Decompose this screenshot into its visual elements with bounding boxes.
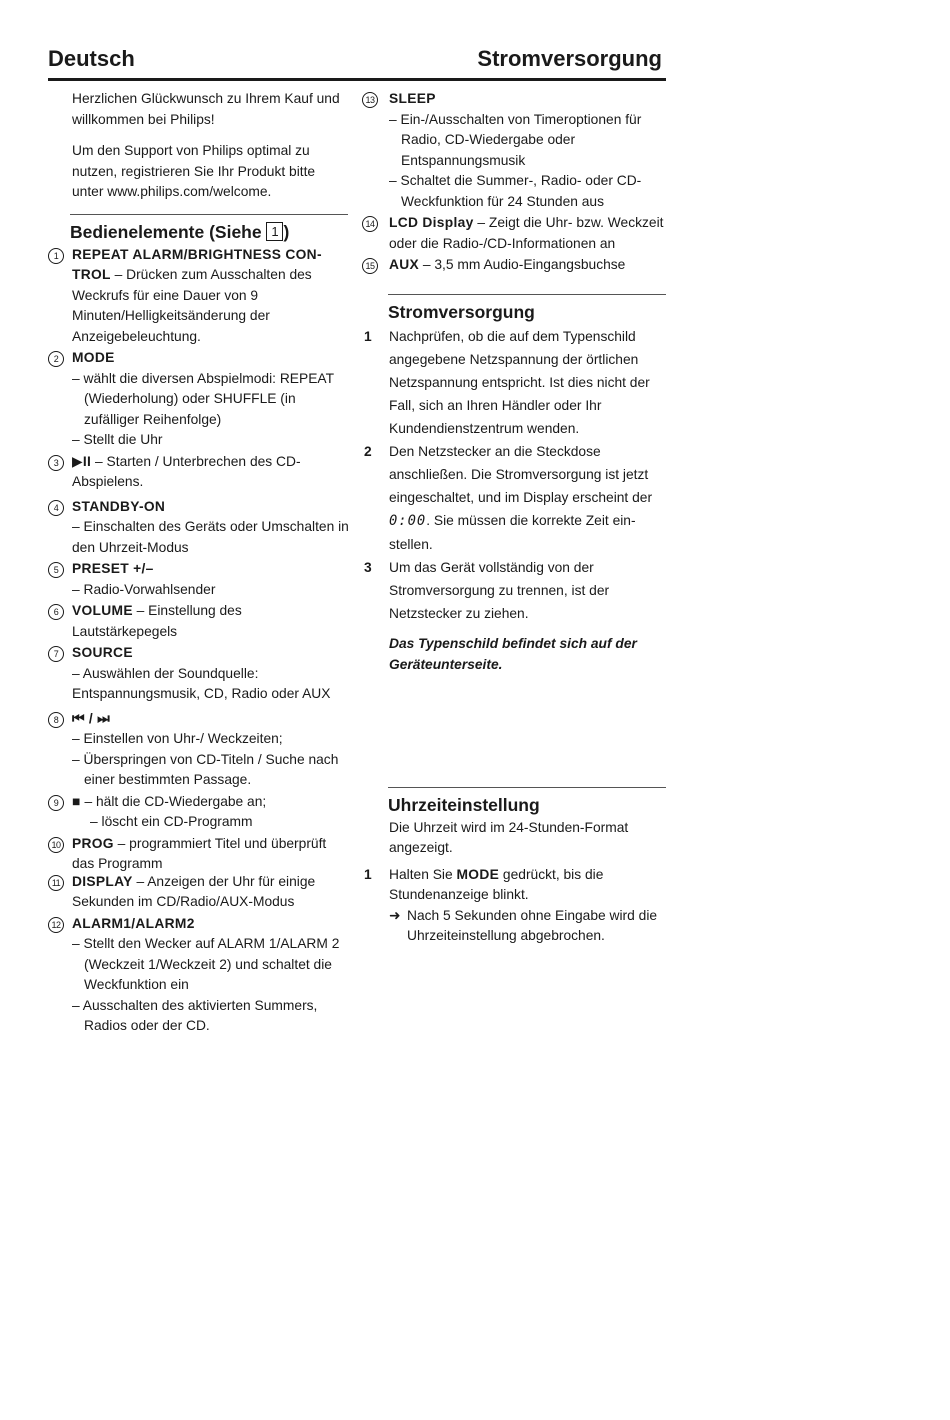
intro bbox=[48, 89, 350, 203]
header-title: Stromversorgung bbox=[477, 46, 662, 71]
lcd-readout: 0:00 bbox=[389, 512, 427, 529]
clock-result: ➜ Nach 5 Sekunden ohne Eingabe wird die Uhrzeiteinstellung abgebrochen. bbox=[389, 907, 658, 943]
control-item: 15 AUX – 3,5 mm Audio-Eingangsbuchse bbox=[362, 255, 666, 276]
clock-heading: Uhrzeiteinstellung bbox=[388, 787, 666, 818]
intro-paragraph-2: Um den Support von Philips optimal zu nutzen, registrieren Sie Ihr Produkt bitte unter www.philips.com/welcome. bbox=[72, 143, 316, 199]
controls-heading: Bedienelemente (Siehe 1 ) bbox=[70, 214, 348, 245]
skip-icons: ⏮ / ⏭ bbox=[72, 710, 110, 726]
control-item: 2 MODE – wählt die diversen Abspielmodi: REPEAT (Wiederholung) oder SHUFFLE (in zufälliger Reihenfolge) – Stellt die Uhr bbox=[48, 348, 350, 451]
control-item: 12 ALARM1/ALARM2 – Stellt den Wecker auf ALARM 1/ALARM 2 (Weckzeit 1/Weckzeit 2) und schaltet die Weckfunktion ein – Ausschalten des aktivierten Summers, Radios oder der CD. bbox=[48, 914, 350, 1037]
control-item: 11 DISPLAY – Anzeigen der Uhr für einige Sekunden im CD/Radio/AUX-Modus bbox=[48, 872, 350, 913]
control-item: 3 ▶II – Starten / Unterbrechen des CD-Abspielens. bbox=[48, 452, 350, 493]
control-item: 13 SLEEP – Ein-/Ausschalten von Timeroptionen für Radio, CD-Wiedergabe oder Entspannungsmusik – Schaltet die Summer-, Radio- oder CD-Weckfunktion für 24 Stunden aus bbox=[362, 89, 666, 212]
page-header bbox=[48, 44, 666, 81]
stop-icon: ■ bbox=[72, 793, 81, 809]
control-item: 8 ⏮ / ⏭ – Einstellen von Uhr-/ Weckzeiten; – Überspringen von CD-Titeln / Suche nach einer bestimmten Passage. bbox=[48, 709, 350, 791]
control-item: 4 STANDBY-ON – Einschalten des Geräts oder Umschalten in den Uhrzeit-Modus bbox=[48, 497, 350, 559]
control-item: 6 VOLUME – Einstellung des Lautstärkepegels bbox=[48, 601, 350, 642]
arrow-right-icon: ➜ bbox=[389, 907, 401, 923]
power-step: 3 Um das Gerät vollständig von der Stromversorgung zu trennen, ist der Netzstecker zu ziehen. bbox=[364, 559, 610, 621]
control-item: 14 LCD Display – Zeigt die Uhr- bzw. Weckzeit oder die Radio-/CD-Informationen an bbox=[362, 213, 666, 254]
figure-ref-box: 1 bbox=[266, 222, 283, 241]
control-item: 7 SOURCE – Auswählen der Soundquelle: Entspannungsmusik, CD, Radio oder AUX bbox=[48, 643, 350, 705]
header-language: Deutsch bbox=[48, 46, 135, 71]
intro-paragraph-1: Herzlichen Glückwunsch zu Ihrem Kauf und willkommen bei Philips! bbox=[72, 91, 340, 127]
control-item: 1 REPEAT ALARM/BRIGHTNESS CON-TROL – Drücken zum Ausschalten des Weckrufs für eine Dauer von 9 Minuten/Helligkeitsänderung der Anzeigebeleuchtung. bbox=[48, 245, 350, 348]
power-step: 2 Den Netzstecker an die Steckdose anschließen. Die Stromversorgung ist jetzt eingeschaltet, und im Display erscheint der 0:00. Sie müssen die korrekte Zeit ein-stellen. bbox=[364, 443, 653, 552]
power-heading: Stromversorgung bbox=[388, 294, 666, 325]
power-note: Das Typenschild befindet sich auf der Geräteunterseite. bbox=[389, 635, 637, 672]
control-item: 10 PROG – programmiert Titel und überprüft das Programm bbox=[48, 834, 350, 875]
clock-step: 1 Halten Sie MODE gedrückt, bis die Stundenanzeige blinkt. bbox=[364, 866, 604, 902]
play-pause-icon: ▶II bbox=[72, 453, 92, 469]
power-step: 1 Nachprüfen, ob die auf dem Typenschild angegebene Netzspannung der örtlichen Netzspannung entspricht. Ist dies nicht der Fall, sich an Ihren Händler oder Ihr Kundendienstzentrum wenden. bbox=[364, 328, 650, 436]
control-item: 9 ■ – hält die CD-Wiedergabe an; – löscht ein CD-Programm bbox=[48, 792, 350, 833]
left-column bbox=[48, 89, 350, 1038]
control-item: 5 PRESET +/– – Radio-Vorwahlsender bbox=[48, 559, 350, 600]
clock-intro: Die Uhrzeit wird im 24-Stunden-Format angezeigt. bbox=[389, 819, 629, 855]
right-column bbox=[362, 89, 666, 947]
